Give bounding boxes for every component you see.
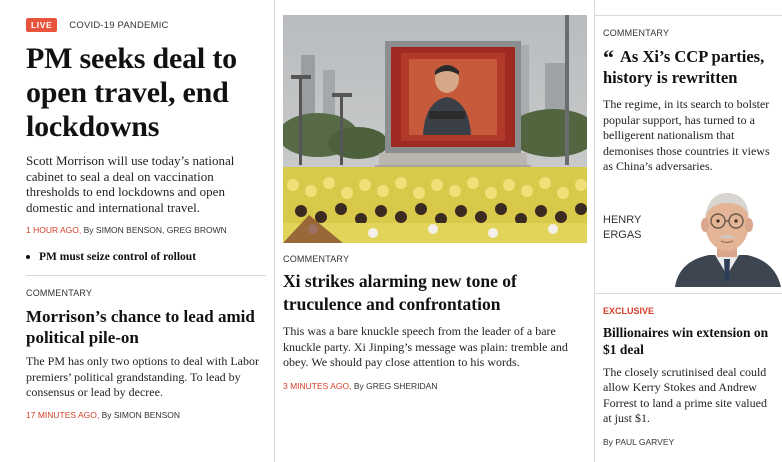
author-photo (669, 183, 782, 287)
right-column (594, 0, 782, 462)
lead-meta (26, 225, 266, 235)
left-secondary-meta (26, 410, 266, 420)
middle-column (274, 0, 594, 462)
left-secondary-timestamp: 17 MINUTES AGO, (26, 409, 100, 420)
middle-meta (283, 381, 579, 391)
exclusive-standfirst[interactable]: The closely scrutinised deal could allow Kerry Stokes and Andrew Forrest to land a prime site valued at just $1. (603, 364, 767, 425)
quote-icon: “ (603, 45, 614, 70)
author-first-name: HENRY (603, 213, 642, 226)
right-divider (595, 293, 782, 294)
lead-headline[interactable]: PM seeks deal to open travel, end lockdowns (26, 42, 237, 143)
lead-kicker[interactable]: COVID-19 PANDEMIC (69, 19, 169, 31)
left-column (0, 0, 274, 462)
middle-standfirst[interactable]: This was a bare knuckle speech from the leader of a bare knuckle party. Xi Jinping’s message was plain: tremble and obey. We should pay close attention to his words. (283, 324, 568, 369)
lead-standfirst[interactable]: Scott Morrison will use today’s national cabinet to seal a deal on vaccination thresholds to end lockdowns and open domestic and international travel. (26, 153, 235, 215)
left-secondary-byline: By SIMON BENSON (101, 409, 180, 420)
related-link-label[interactable]: PM must seize control of rollout (39, 251, 197, 263)
bullet-icon (26, 255, 30, 259)
lead-kicker-row (26, 18, 266, 32)
left-secondary-label: COMMENTARY (26, 288, 93, 298)
right-standfirst[interactable]: The regime, in its search to bolster popular support, has turned to a belligerent nationalism that demonises those countries it views as China’s adversaries. (603, 97, 770, 173)
middle-story (283, 254, 579, 391)
right-headline-wrap[interactable] (603, 44, 777, 88)
related-link[interactable] (26, 251, 266, 263)
left-secondary-headline[interactable]: Morrison’s chance to lead amid political pile-on (26, 307, 255, 347)
middle-byline: By GREG SHERIDAN (353, 380, 438, 391)
author-block (603, 183, 777, 293)
left-secondary-standfirst[interactable]: The PM has only two options to deal with Labor premiers’ political grandstanding. To lead by consensus or lead by decree. (26, 354, 259, 399)
left-divider (26, 275, 266, 276)
right-headline[interactable]: As Xi’s CCP parties, history is rewritten (603, 47, 765, 87)
lead-timestamp: 1 HOUR AGO, (26, 225, 82, 235)
right-label: COMMENTARY (603, 28, 670, 38)
live-badge: LIVE (26, 18, 57, 32)
lead-byline: By SIMON BENSON, GREG BROWN (83, 225, 227, 235)
author-last-name: ERGAS (603, 228, 642, 241)
right-inner (603, 0, 777, 447)
exclusive-byline: By PAUL GARVEY (603, 436, 675, 447)
exclusive-headline[interactable]: Billionaires win extension on $1 deal (603, 324, 769, 357)
middle-headline[interactable]: Xi strikes alarming new tone of truculence and confrontation (283, 271, 517, 314)
hero-image-illustration (283, 15, 587, 243)
hero-image[interactable] (283, 15, 587, 243)
author-name[interactable] (603, 213, 642, 243)
middle-timestamp: 3 MINUTES AGO, (283, 380, 352, 391)
middle-label: COMMENTARY (283, 254, 350, 264)
exclusive-label: EXCLUSIVE (603, 305, 655, 316)
